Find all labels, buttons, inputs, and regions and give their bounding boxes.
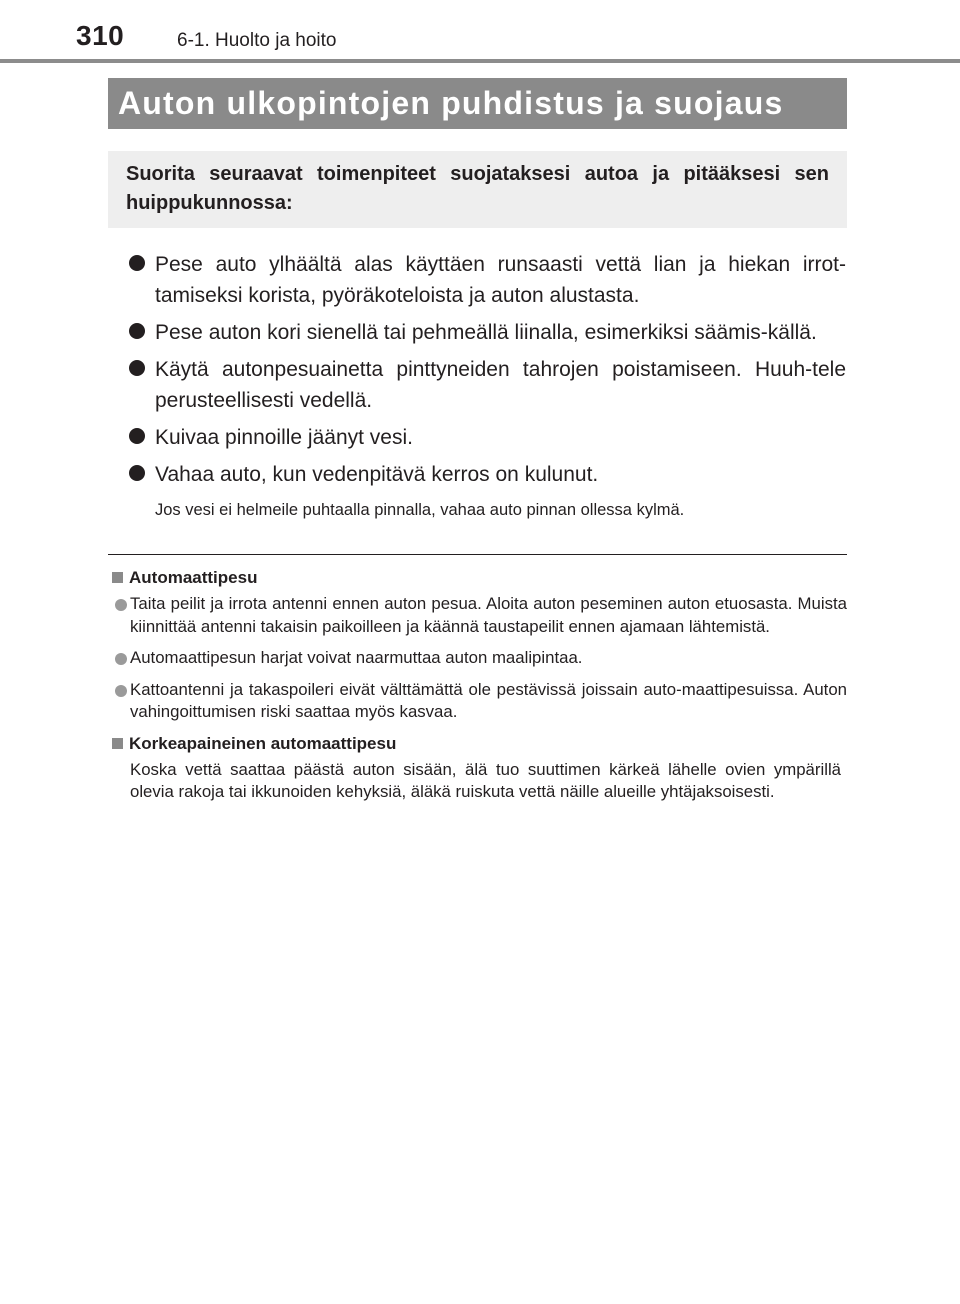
note-heading-high-pressure-wash (112, 733, 847, 754)
page-title: Auton ulkopintojen puhdistus ja suojaus (118, 85, 784, 121)
intro-box (108, 151, 847, 228)
section-divider (108, 554, 847, 555)
note-item (112, 679, 847, 724)
note-heading-text: Automaattipesu (129, 568, 258, 587)
note-heading-automatic-wash (112, 567, 847, 588)
title-bar (108, 78, 847, 129)
bullet-text: Pese auton kori sienellä tai pehmeällä liinalla, esimerkiksi säämis-källä. (155, 321, 817, 344)
bullet-dot-icon (115, 599, 127, 611)
page-header (0, 0, 960, 64)
bullet-dot-icon (129, 360, 145, 376)
bullet-text: Käytä autonpesuainetta pinttyneiden tahrojen poistamiseen. Huuh-tele perusteellisesti vedellä. (155, 358, 846, 412)
note-item-text: Taita peilit ja irrota antenni ennen auton pesua. Aloita auton peseminen auton etuosasta. Muista kiinnittää antenni takaisin paikoilleen ja käännä taustapeilit ennen ajamaan lähtemistä. (130, 594, 847, 636)
intro-text: Suorita seuraavat toimenpiteet suojataksesi autoa ja pitääksesi sen huippukunnossa: (126, 163, 829, 214)
bullet-text: Vahaa auto, kun vedenpitävä kerros on kulunut. (155, 463, 599, 486)
note-paragraph (112, 759, 847, 804)
bullet-list (124, 249, 846, 521)
bullet-text: Kuivaa pinnoille jäänyt vesi. (155, 426, 413, 449)
bullet-item (124, 354, 846, 416)
note-heading-text: Korkeapaineinen automaattipesu (129, 733, 397, 753)
notes-section (112, 567, 847, 804)
note-paragraph-text: Koska vettä saattaa päästä auton sisään, älä tuo suuttimen kärkeä lähelle ovien ympärillä olevia rakoja tai ikkunoiden kehyksiä, äläkä ruiskuta vettä näille alueille yhtäjaksoisesti. (130, 759, 841, 801)
bullet-item (124, 459, 846, 490)
note-item (112, 647, 847, 670)
note-item-text: Kattoantenni ja takaspoileri eivät välttämättä ole pestävissä joissain auto-maattipesuissa. Auton vahingoittumisen riski saattaa myös kasvaa. (130, 679, 847, 721)
bullet-dot-icon (129, 323, 145, 339)
bullet-dot-icon (115, 685, 127, 697)
square-bullet-icon (112, 738, 123, 749)
bullet-dot-icon (129, 465, 145, 481)
bullet-dot-icon (129, 428, 145, 444)
square-bullet-icon (112, 572, 123, 583)
bullet-dot-icon (129, 255, 145, 271)
bullet-text: Pese auto ylhäältä alas käyttäen runsaasti vettä lian ja hiekan irrot-tamiseksi korista, pyöräkoteloista ja auton alustasta. (155, 253, 846, 307)
bullet-item (124, 249, 846, 311)
header-divider (0, 59, 960, 63)
section-label: 6-1. Huolto ja hoito (177, 30, 337, 51)
page-number: 310 (76, 20, 125, 51)
bullet-dot-icon (115, 653, 127, 665)
note-item (112, 593, 847, 638)
bullet-note: Jos vesi ei helmeile puhtaalla pinnalla, vahaa auto pinnan ollessa kylmä. (155, 501, 685, 519)
note-item-text: Automaattipesun harjat voivat naarmuttaa auton maalipintaa. (130, 648, 583, 667)
bullet-item (124, 422, 846, 453)
bullet-item (124, 317, 846, 348)
